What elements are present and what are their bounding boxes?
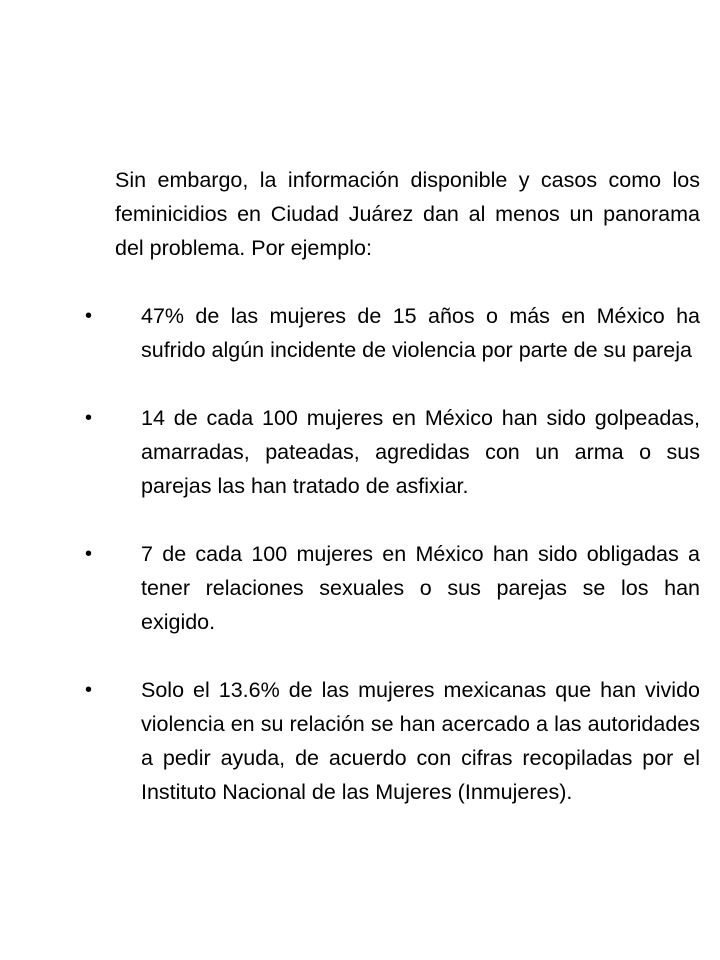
intro-paragraph: Sin embargo, la información disponible y casos como los feminicidios en Ciudad Juárez dan al menos un panorama del problema. Por ejemplo: — [115, 168, 700, 260]
bullet-item — [85, 299, 700, 367]
bullet-text: Solo el 13.6% de las mujeres mexicanas que han vivido violencia en su relación se han acercado a las autoridades a pedir ayuda, de acuerdo con cifras recopiladas por el Instituto Nacional de las Mujeres (Inmujeres). — [141, 678, 700, 804]
bullet-text: 7 de cada 100 mujeres en México han sido obligadas a tener relaciones sexuales o sus parejas se los han exigido. — [141, 542, 700, 634]
bullet-text: 14 de cada 100 mujeres en México han sido golpeadas, amarradas, pateadas, agredidas con un arma o sus parejas las han tratado de asfixiar. — [141, 406, 700, 498]
bullet-icon: • — [85, 543, 93, 565]
bullet-text: 47% de las mujeres de 15 años o más en México ha sufrido algún incidente de violencia por parte de su pareja — [141, 304, 700, 362]
bullet-list — [85, 299, 700, 809]
bullet-icon: • — [85, 305, 93, 327]
bullet-item — [85, 673, 700, 809]
bullet-icon: • — [85, 679, 93, 701]
document-body — [85, 163, 700, 809]
bullet-item — [85, 401, 700, 503]
bullet-item — [85, 537, 700, 639]
bullet-icon: • — [85, 407, 93, 429]
